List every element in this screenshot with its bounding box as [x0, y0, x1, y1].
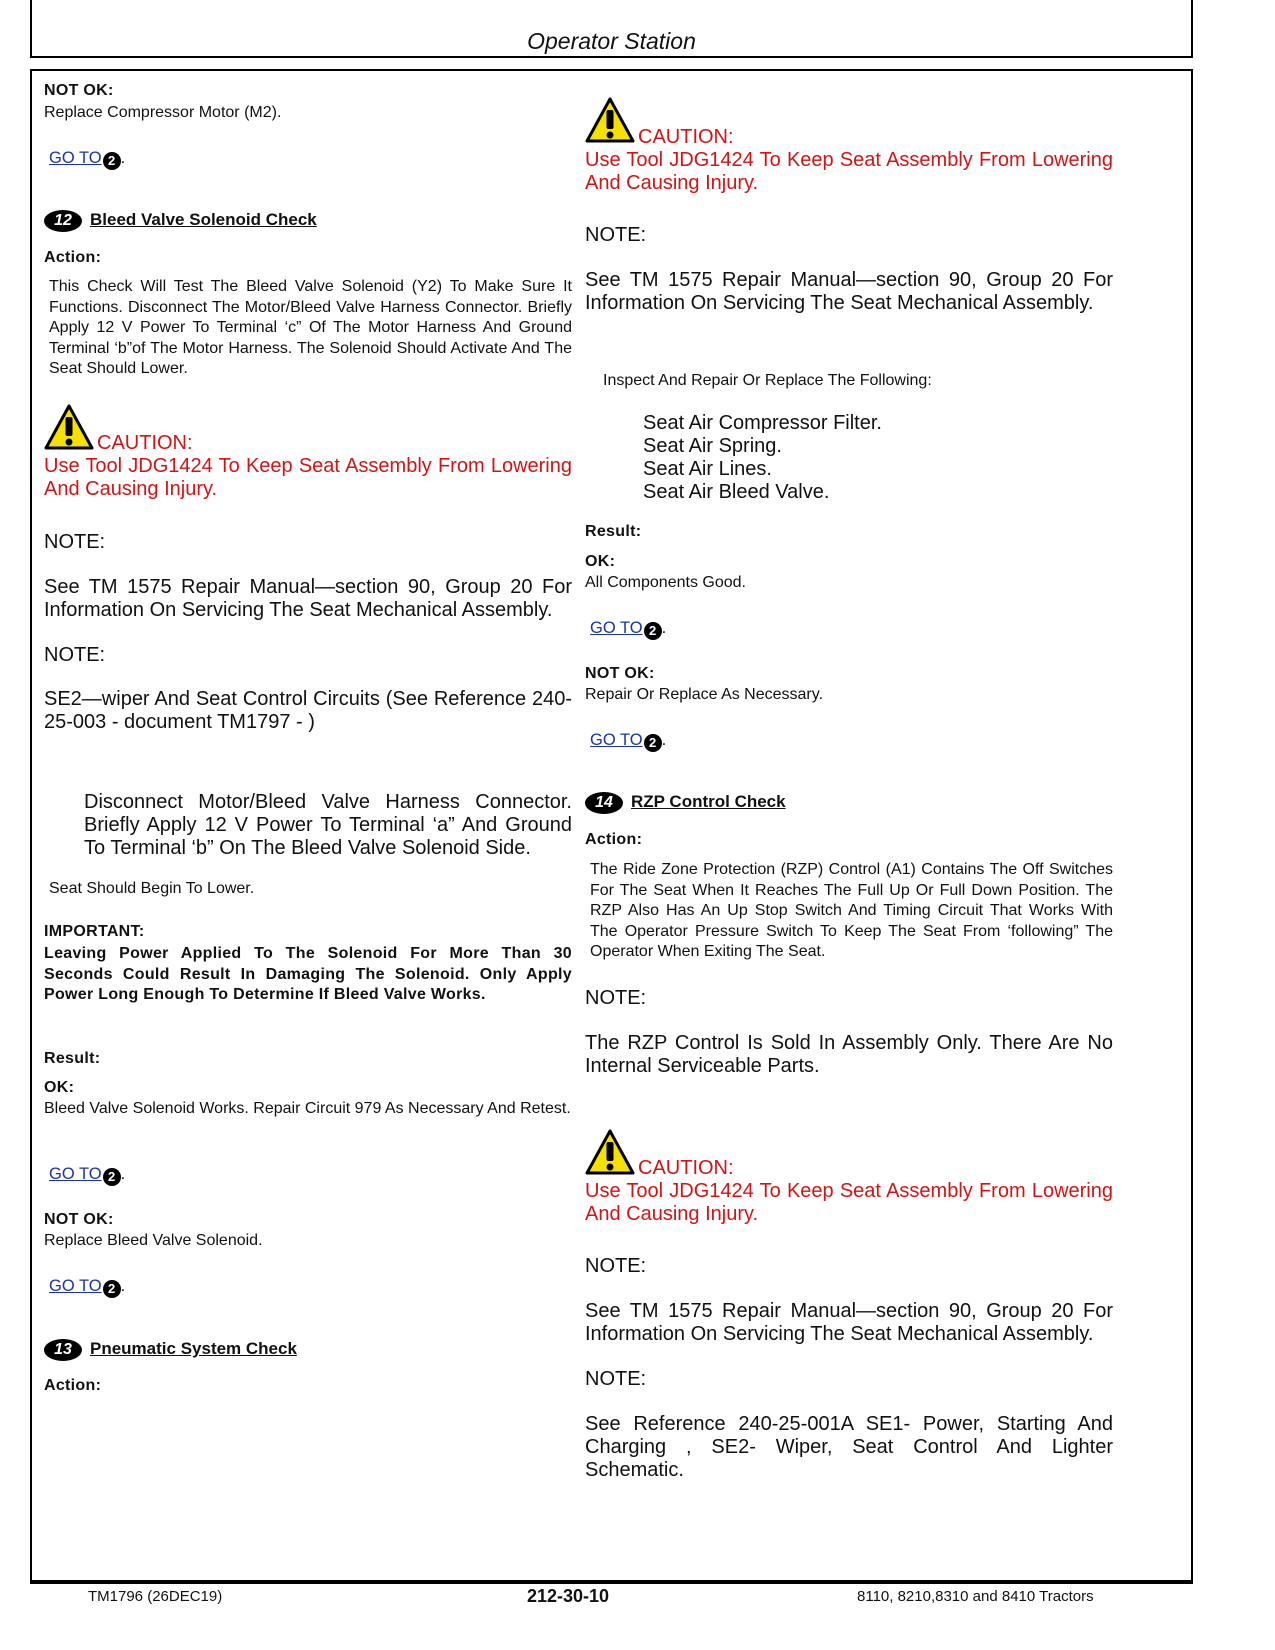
result-label: Result: — [44, 1050, 101, 1067]
note-text: See TM 1575 Repair Manual—section 90, Group 20 For Information On Servicing The Seat Mechanical Assembly. — [585, 1300, 1113, 1345]
note-label: NOTE: — [585, 1368, 647, 1390]
goto-link[interactable]: GO TO 2 . — [49, 1277, 126, 1296]
step-12-heading — [44, 210, 317, 232]
footer-doc-id: TM1796 (26DEC19) — [88, 1588, 223, 1605]
goto-link-text[interactable]: GO TO — [49, 149, 102, 167]
inspect-list — [643, 412, 882, 504]
list-item: Seat Air Compressor Filter. — [643, 412, 882, 434]
notok-text: Replace Bleed Valve Solenoid. — [44, 1232, 263, 1249]
step-number-icon: 2 — [103, 152, 121, 170]
notok-label: NOT OK: — [44, 1211, 114, 1228]
step-title: Pneumatic System Check — [90, 1339, 297, 1359]
step-badge-icon: 14 — [585, 792, 623, 814]
caution-icon — [585, 1129, 635, 1175]
note-text: See Reference 240-25-001A SE1- Power, Starting And Charging , SE2- Wiper, Seat Control And Lighter Schematic. — [585, 1413, 1113, 1481]
important-label: IMPORTANT: — [44, 923, 145, 940]
note-label: NOTE: — [585, 224, 647, 246]
caution-icon-wrap — [585, 1129, 635, 1175]
ok-text: All Components Good. — [585, 574, 746, 591]
goto-link[interactable]: GO TO 2 . — [49, 149, 126, 168]
procedure-text: Disconnect Motor/Bleed Valve Harness Connector. Briefly Apply 12 V Power To Terminal ‘a” And Ground To Terminal ‘b” On The Bleed Valve Solenoid Side. — [84, 791, 572, 859]
caution-text: Use Tool JDG1424 To Keep Seat Assembly From Lowering And Causing Injury. — [585, 1180, 1113, 1225]
ok-label: OK: — [585, 553, 616, 570]
footer-rule — [30, 1582, 1193, 1584]
ok-text: Bleed Valve Solenoid Works. Repair Circuit 979 As Necessary And Retest. — [44, 1100, 571, 1117]
goto-link[interactable]: GO TO 2 . — [49, 1165, 126, 1184]
action-label: Action: — [585, 831, 643, 848]
action-label: Action: — [44, 249, 102, 266]
step-number-icon: 2 — [103, 1280, 121, 1298]
caution-text: Use Tool JDG1424 To Keep Seat Assembly From Lowering And Causing Injury. — [44, 455, 572, 500]
caution-text: Use Tool JDG1424 To Keep Seat Assembly From Lowering And Causing Injury. — [585, 149, 1113, 194]
list-item: Seat Air Lines. — [643, 458, 772, 480]
caution-label: CAUTION: — [638, 126, 734, 148]
note-text: See TM 1575 Repair Manual—section 90, Group 20 For Information On Servicing The Seat Mechanical Assembly. — [585, 269, 1113, 314]
notok-text: Repair Or Replace As Necessary. — [585, 686, 824, 703]
note-label: NOTE: — [585, 987, 647, 1009]
action-label: Action: — [44, 1377, 102, 1394]
step-badge-icon: 12 — [44, 210, 82, 232]
step-number-icon: 2 — [103, 1168, 121, 1186]
ok-label: OK: — [44, 1079, 75, 1096]
note-text: SE2—wiper And Seat Control Circuits (See Reference 240-25-003 - document TM1797 - ) — [44, 688, 572, 733]
list-item: Seat Air Spring. — [643, 435, 782, 457]
goto-link[interactable]: GO TO 2 . — [590, 731, 667, 750]
action-text: The Ride Zone Protection (RZP) Control (A1) Contains The Off Switches For The Seat When It Reaches The Full Up Or Full Down Position. The RZP Also Has An Up Stop Switch And Timing Circuit That Works With The Operator Pressure Switch To Keep The Seat From ‘following” The Operator When Exiting The Seat. — [590, 861, 1113, 960]
content-frame — [30, 69, 1193, 1582]
goto-link-text[interactable]: GO TO — [590, 619, 643, 637]
page-title: Operator Station — [527, 28, 696, 54]
note-label: NOTE: — [44, 531, 106, 553]
step-number-icon: 2 — [644, 622, 662, 640]
caution-label: CAUTION: — [97, 432, 193, 454]
note-label: NOTE: — [585, 1255, 647, 1277]
list-item: Seat Air Bleed Valve. — [643, 481, 830, 503]
action-text: This Check Will Test The Bleed Valve Solenoid (Y2) To Make Sure It Functions. Disconnect The Motor/Bleed Valve Harness Connector. Briefly Apply 12 V Power To Terminal ‘c” Of The Motor Harness And Ground Terminal ‘b”of The Motor Harness. The Solenoid Should Activate And The Seat Should Lower. — [49, 278, 572, 377]
step-13-heading — [44, 1339, 297, 1361]
expected-result-text: Seat Should Begin To Lower. — [49, 880, 255, 897]
step-title: Bleed Valve Solenoid Check — [90, 210, 317, 230]
caution-icon — [585, 97, 635, 143]
note-text: See TM 1575 Repair Manual—section 90, Group 20 For Information On Servicing The Seat Mechanical Assembly. — [44, 576, 572, 621]
step-number-icon: 2 — [644, 734, 662, 752]
important-text: Leaving Power Applied To The Solenoid For More Than 30 Seconds Could Result In Damaging The Solenoid. Only Apply Power Long Enough To Determine If Bleed Valve Works. — [44, 945, 572, 1003]
notok-label: NOT OK: — [585, 665, 655, 682]
result-label: Result: — [585, 523, 642, 540]
goto-link[interactable]: GO TO 2 . — [590, 619, 667, 638]
page-header — [30, 0, 1193, 58]
footer-page-number: 212-30-10 — [527, 1586, 610, 1606]
notok-label: NOT OK: — [44, 82, 114, 99]
inspect-text: Inspect And Repair Or Replace The Following: — [603, 372, 932, 389]
note-text: The RZP Control Is Sold In Assembly Only. There Are No Internal Serviceable Parts. — [585, 1032, 1113, 1077]
goto-link-text[interactable]: GO TO — [590, 731, 643, 749]
step-14-heading — [585, 792, 786, 814]
footer-models: 8110, 8210,8310 and 8410 Tractors — [857, 1588, 1094, 1605]
goto-link-text[interactable]: GO TO — [49, 1165, 102, 1183]
caution-icon — [44, 404, 94, 450]
caution-label: CAUTION: — [638, 1157, 734, 1179]
note-label: NOTE: — [44, 644, 106, 666]
notok-text: Replace Compressor Motor (M2). — [44, 104, 282, 121]
step-badge-icon: 13 — [44, 1339, 82, 1361]
goto-link-text[interactable]: GO TO — [49, 1277, 102, 1295]
step-title: RZP Control Check — [631, 792, 786, 812]
